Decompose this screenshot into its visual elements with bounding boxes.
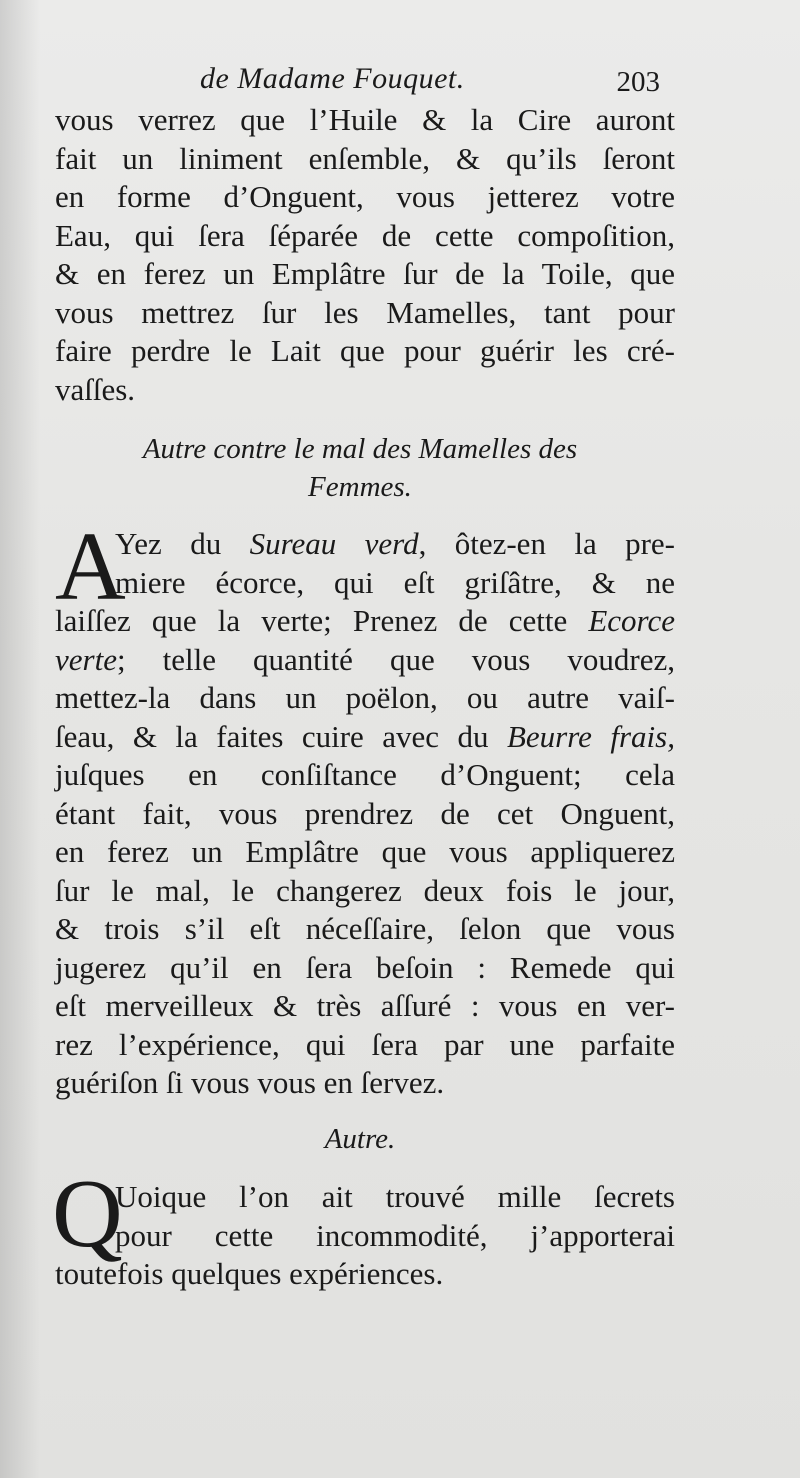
text-line: Uoique l’on ait trouvé mille ſecrets bbox=[115, 1179, 675, 1214]
text-line: étant fait, vous prendrez de cet Onguent, bbox=[55, 795, 675, 831]
paragraph-recipe bbox=[55, 525, 675, 1103]
text-line: en forme d’Onguent, vous jetterez votre bbox=[55, 179, 675, 214]
text-line: ſur le mal, le changerez deux fois le jour, bbox=[55, 872, 675, 908]
text-line: vous mettrez ſur les Mamelles, tant pour bbox=[55, 294, 675, 330]
text-line: eſt merveilleux & très aſſuré : vous en ver- bbox=[55, 988, 675, 1023]
text-line: en ferez un Emplâtre que vous appliquerez bbox=[55, 834, 675, 869]
paragraph-closing bbox=[55, 1178, 675, 1294]
text-line: fait un liniment enſemble, & qu’ils ſeront bbox=[55, 140, 675, 176]
text-line: mettez-la dans un poëlon, ou autre vaiſ- bbox=[55, 680, 675, 715]
running-title: de Madame Fouquet. bbox=[200, 62, 465, 95]
drop-cap: Q bbox=[52, 1160, 123, 1268]
text-line: pour cette incommodité, j’apporterai bbox=[115, 1217, 675, 1253]
text-line: guériſon ſi vous vous en ſervez. bbox=[55, 1065, 445, 1100]
text-line: & trois s’il eſt néceſſaire, ſelon que vous bbox=[55, 911, 675, 946]
text-line: Eau, qui ſera ſéparée de cette compoſition, bbox=[55, 217, 675, 253]
text-line: ſeau, & la faites cuire avec du Beurre frais, bbox=[55, 718, 675, 754]
text-line: toutefois quelques expériences. bbox=[55, 1256, 444, 1291]
drop-cap: A bbox=[55, 513, 126, 621]
text-line: jugerez qu’il en ſera beſoin : Remede qui bbox=[55, 949, 675, 985]
text-line: miere écorce, qui eſt griſâtre, & ne bbox=[115, 564, 675, 600]
text-line: verte; telle quantité que vous voudrez, bbox=[55, 641, 675, 677]
text-line: rez l’expérience, qui ſera par une parfaite bbox=[55, 1026, 675, 1062]
paragraph-continuation bbox=[55, 101, 675, 409]
section-heading bbox=[80, 430, 640, 506]
heading-line: Femmes. bbox=[308, 471, 412, 503]
page-number: 203 bbox=[616, 66, 660, 98]
heading-line: Autre contre le mal des Mamelles des bbox=[142, 433, 578, 465]
section-heading bbox=[80, 1120, 640, 1158]
text-line: juſques en conſiſtance d’Onguent; cela bbox=[55, 757, 675, 792]
text-line: faire perdre le Lait que pour guérir les cré- bbox=[55, 333, 675, 368]
text-line: vous verrez que l’Huile & la Cire auront bbox=[55, 102, 675, 137]
text-line: & en ferez un Emplâtre ſur de la Toile, que bbox=[55, 256, 675, 291]
heading-line: Autre. bbox=[324, 1123, 396, 1155]
page-header bbox=[200, 52, 660, 102]
text-line: laiſſez que la verte; Prenez de cette Ecorce bbox=[55, 603, 675, 638]
text-line: Yez du Sureau verd, ôtez-en la pre- bbox=[115, 526, 675, 561]
text-line: vaſſes. bbox=[55, 371, 136, 407]
